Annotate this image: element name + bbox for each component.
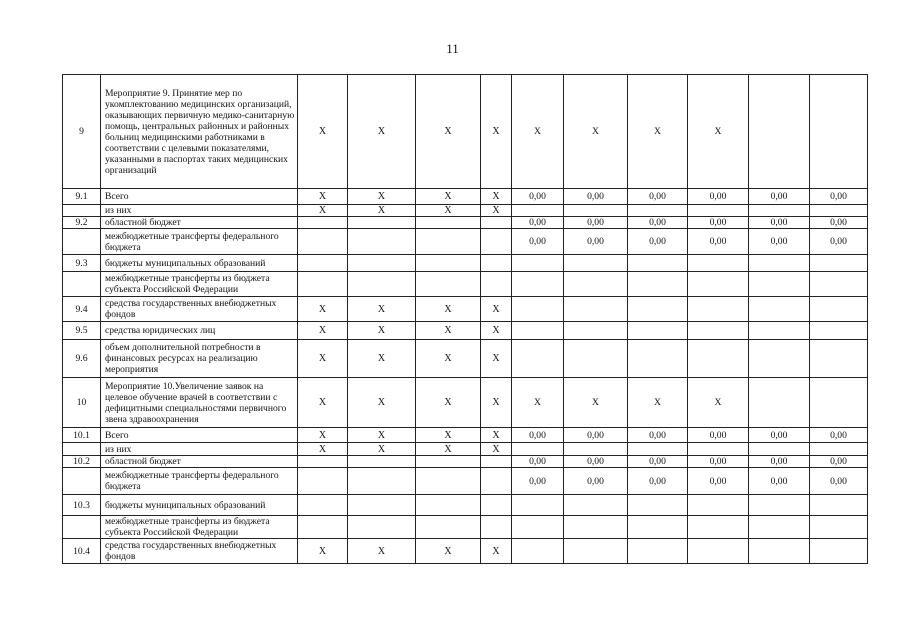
table-cell	[481, 495, 512, 516]
row-number: 10.3	[63, 495, 101, 516]
table-cell: 0,00	[564, 428, 628, 443]
table-cell	[416, 229, 481, 255]
table-cell: Х	[298, 205, 348, 217]
table-cell	[298, 255, 348, 272]
table-cell	[481, 229, 512, 255]
table-cell	[298, 516, 348, 539]
table-cell	[564, 539, 628, 564]
table-cell: 0,00	[810, 468, 868, 495]
table-cell	[628, 495, 688, 516]
table-cell	[749, 322, 810, 340]
table-cell	[810, 539, 868, 564]
table-cell	[749, 516, 810, 539]
table-cell	[481, 456, 512, 468]
row-number	[63, 272, 101, 297]
table-row	[63, 456, 868, 468]
table-cell	[481, 272, 512, 297]
table-cell	[564, 322, 628, 340]
table-cell	[416, 456, 481, 468]
table-cell	[749, 443, 810, 456]
table-cell	[512, 297, 564, 322]
table-cell	[512, 340, 564, 378]
table-cell: Х	[298, 297, 348, 322]
row-number	[63, 443, 101, 456]
table-cell: 0,00	[564, 229, 628, 255]
table-cell	[749, 378, 810, 428]
table-cell	[416, 255, 481, 272]
table-cell	[810, 443, 868, 456]
table-cell: Х	[298, 189, 348, 205]
table-cell: Х	[628, 75, 688, 189]
table-row	[63, 297, 868, 322]
table-cell	[628, 539, 688, 564]
table-cell	[810, 516, 868, 539]
table-cell	[564, 297, 628, 322]
table-cell	[810, 297, 868, 322]
table-row	[63, 205, 868, 217]
table-cell: Х	[416, 539, 481, 564]
table-cell: Х	[416, 428, 481, 443]
row-number: 9.6	[63, 340, 101, 378]
row-description: средства юридических лиц	[101, 322, 298, 340]
table-row	[63, 217, 868, 229]
table-cell: Х	[512, 378, 564, 428]
table-cell	[512, 516, 564, 539]
row-description: из них	[101, 205, 298, 217]
table-cell	[512, 495, 564, 516]
table-cell	[298, 495, 348, 516]
table-cell: 0,00	[688, 229, 749, 255]
table-cell	[688, 516, 749, 539]
table-cell	[564, 255, 628, 272]
table-cell	[628, 322, 688, 340]
table-row	[63, 229, 868, 255]
table-cell	[348, 516, 416, 539]
table-cell	[298, 229, 348, 255]
table-cell	[298, 456, 348, 468]
table-cell: Х	[348, 443, 416, 456]
table-row	[63, 75, 868, 189]
row-description: межбюджетные трансферты из бюджета субъекта Российской Федерации	[101, 516, 298, 539]
row-description: Всего	[101, 428, 298, 443]
table-cell: Х	[481, 443, 512, 456]
table-cell: Х	[481, 428, 512, 443]
table-cell: 0,00	[512, 229, 564, 255]
row-description: объем дополнительной потребности в финансовых ресурсах на реализацию мероприятия	[101, 340, 298, 378]
table-cell: Х	[298, 340, 348, 378]
table-row	[63, 516, 868, 539]
table-row	[63, 340, 868, 378]
table-cell	[628, 255, 688, 272]
table-cell: Х	[416, 322, 481, 340]
table-cell	[416, 516, 481, 539]
row-number	[63, 468, 101, 495]
table-cell: Х	[298, 428, 348, 443]
table-cell: Х	[416, 443, 481, 456]
table-cell: Х	[416, 189, 481, 205]
table-cell	[481, 468, 512, 495]
table-cell: 0,00	[628, 217, 688, 229]
table-cell: Х	[416, 340, 481, 378]
table-cell	[564, 205, 628, 217]
table-cell: Х	[564, 378, 628, 428]
table-cell	[512, 272, 564, 297]
table-cell: Х	[348, 428, 416, 443]
table-cell: Х	[298, 75, 348, 189]
table-cell: Х	[564, 75, 628, 189]
table-cell: 0,00	[512, 189, 564, 205]
table-cell	[749, 340, 810, 378]
table-cell	[512, 539, 564, 564]
table-cell: 0,00	[628, 189, 688, 205]
row-number	[63, 516, 101, 539]
table-cell	[512, 322, 564, 340]
table-cell: 0,00	[688, 468, 749, 495]
row-description: межбюджетные трансферты федерального бюджета	[101, 229, 298, 255]
table-cell	[564, 443, 628, 456]
table-cell	[749, 495, 810, 516]
row-number: 9.2	[63, 217, 101, 229]
row-description: областной бюджет	[101, 217, 298, 229]
table-cell	[749, 539, 810, 564]
table-cell: 0,00	[628, 456, 688, 468]
table-cell	[298, 217, 348, 229]
table-cell	[810, 255, 868, 272]
table-cell: Х	[298, 539, 348, 564]
table-cell	[564, 340, 628, 378]
table-cell: 0,00	[628, 428, 688, 443]
table-cell	[810, 75, 868, 189]
row-description: бюджеты муниципальных образований	[101, 495, 298, 516]
table-cell	[564, 516, 628, 539]
table-cell: Х	[348, 75, 416, 189]
table-cell: 0,00	[810, 229, 868, 255]
row-description: Всего	[101, 189, 298, 205]
table-cell: 0,00	[749, 468, 810, 495]
table-cell: Х	[348, 205, 416, 217]
table-cell	[688, 443, 749, 456]
table-cell: Х	[481, 322, 512, 340]
table-cell: Х	[481, 297, 512, 322]
table-cell	[688, 322, 749, 340]
table-cell: Х	[481, 378, 512, 428]
table-cell	[810, 378, 868, 428]
table-cell: 0,00	[512, 428, 564, 443]
row-description: Мероприятие 9. Принятие мер по укомплектованию медицинских организаций, оказывающих первичную медико-санитарную помощь, центральных районных и районных больниц медицинскими работниками в соответствии с целевыми показателями, указанными в паспортах таких медицинских организаций	[101, 75, 298, 189]
table-cell: Х	[348, 340, 416, 378]
table-cell	[298, 272, 348, 297]
table-cell	[416, 468, 481, 495]
table-row	[63, 468, 868, 495]
row-description: средства государственных внебюджетных фондов	[101, 539, 298, 564]
row-number: 10.4	[63, 539, 101, 564]
table-cell: Х	[688, 75, 749, 189]
table-cell	[348, 229, 416, 255]
table-cell	[512, 205, 564, 217]
table-cell: Х	[348, 322, 416, 340]
budget-table	[62, 74, 868, 564]
row-description: средства государственных внебюджетных фондов	[101, 297, 298, 322]
row-number: 10.2	[63, 456, 101, 468]
table-cell: 0,00	[749, 217, 810, 229]
table-cell	[688, 340, 749, 378]
table-cell	[749, 297, 810, 322]
table-cell: 0,00	[749, 456, 810, 468]
row-description: областной бюджет	[101, 456, 298, 468]
table-cell	[810, 205, 868, 217]
page-number: 11	[446, 41, 459, 56]
table-cell: 0,00	[688, 456, 749, 468]
table-cell: Х	[348, 297, 416, 322]
table-cell: Х	[416, 205, 481, 217]
table-cell: 0,00	[749, 189, 810, 205]
table-cell	[688, 297, 749, 322]
row-number: 9.1	[63, 189, 101, 205]
table-cell: Х	[481, 75, 512, 189]
table-cell: 0,00	[749, 428, 810, 443]
table-cell	[810, 322, 868, 340]
table-cell: Х	[298, 322, 348, 340]
table-cell	[348, 217, 416, 229]
table-cell	[688, 272, 749, 297]
table-cell: Х	[348, 189, 416, 205]
row-description: бюджеты муниципальных образований	[101, 255, 298, 272]
table-cell	[564, 272, 628, 297]
table-cell	[512, 443, 564, 456]
table-cell: Х	[481, 189, 512, 205]
table-row	[63, 255, 868, 272]
table-cell: Х	[298, 378, 348, 428]
table-cell	[481, 255, 512, 272]
table-cell: 0,00	[512, 468, 564, 495]
row-description: межбюджетные трансферты федерального бюджета	[101, 468, 298, 495]
table-cell	[348, 255, 416, 272]
table-cell	[348, 456, 416, 468]
table-cell	[298, 468, 348, 495]
table-row	[63, 443, 868, 456]
table-cell: 0,00	[512, 456, 564, 468]
table-cell: Х	[481, 205, 512, 217]
table-cell: Х	[481, 340, 512, 378]
row-number	[63, 229, 101, 255]
table-cell: 0,00	[810, 189, 868, 205]
table-cell: 0,00	[512, 217, 564, 229]
table-cell	[564, 495, 628, 516]
row-number	[63, 205, 101, 217]
table-cell: 0,00	[564, 189, 628, 205]
row-description: Мероприятие 10.Увеличение заявок на целевое обучение врачей в соответствии с дефицитными специальностями первичного звена здравоохранения	[101, 378, 298, 428]
table-cell	[481, 516, 512, 539]
table-cell	[749, 205, 810, 217]
table-cell	[688, 205, 749, 217]
table-cell: 0,00	[688, 217, 749, 229]
table-cell: Х	[688, 378, 749, 428]
table-cell: 0,00	[564, 456, 628, 468]
table-cell: Х	[416, 297, 481, 322]
row-number: 9.4	[63, 297, 101, 322]
table-cell: 0,00	[749, 229, 810, 255]
table-row	[63, 189, 868, 205]
table-cell: Х	[481, 539, 512, 564]
table-cell	[628, 272, 688, 297]
table-cell: 0,00	[628, 468, 688, 495]
table-cell: 0,00	[810, 428, 868, 443]
table-cell	[810, 495, 868, 516]
table-cell: Х	[512, 75, 564, 189]
row-description: межбюджетные трансферты из бюджета субъекта Российской Федерации	[101, 272, 298, 297]
table-cell	[628, 297, 688, 322]
table-row	[63, 428, 868, 443]
table-cell	[416, 272, 481, 297]
table-cell: 0,00	[688, 189, 749, 205]
table-cell: Х	[628, 378, 688, 428]
table-cell: 0,00	[810, 217, 868, 229]
table-cell: Х	[348, 378, 416, 428]
table-cell	[810, 272, 868, 297]
table-cell: 0,00	[810, 456, 868, 468]
table-row	[63, 539, 868, 564]
table-row	[63, 272, 868, 297]
table-cell	[416, 217, 481, 229]
table-row	[63, 378, 868, 428]
table-cell	[512, 255, 564, 272]
table-cell: Х	[298, 443, 348, 456]
table-cell	[749, 255, 810, 272]
table-cell	[628, 516, 688, 539]
table-cell: 0,00	[564, 217, 628, 229]
row-number: 10.1	[63, 428, 101, 443]
table-cell: Х	[416, 378, 481, 428]
row-number: 10	[63, 378, 101, 428]
row-number: 9.3	[63, 255, 101, 272]
table-cell	[348, 272, 416, 297]
table-cell	[688, 255, 749, 272]
table-cell: 0,00	[564, 468, 628, 495]
table-cell: Х	[416, 75, 481, 189]
table-cell	[628, 443, 688, 456]
row-description: из них	[101, 443, 298, 456]
row-number: 9	[63, 75, 101, 189]
table-cell	[749, 75, 810, 189]
table-cell	[688, 539, 749, 564]
table-cell	[810, 340, 868, 378]
table-cell	[749, 272, 810, 297]
table-cell	[628, 205, 688, 217]
table-cell: 0,00	[688, 428, 749, 443]
table-row	[63, 322, 868, 340]
table-cell	[348, 495, 416, 516]
table-cell	[348, 468, 416, 495]
row-number: 9.5	[63, 322, 101, 340]
table-cell	[416, 495, 481, 516]
table-cell: 0,00	[628, 229, 688, 255]
table-cell	[481, 217, 512, 229]
table-cell: Х	[348, 539, 416, 564]
table-row	[63, 495, 868, 516]
table-cell	[628, 340, 688, 378]
table-cell	[688, 495, 749, 516]
